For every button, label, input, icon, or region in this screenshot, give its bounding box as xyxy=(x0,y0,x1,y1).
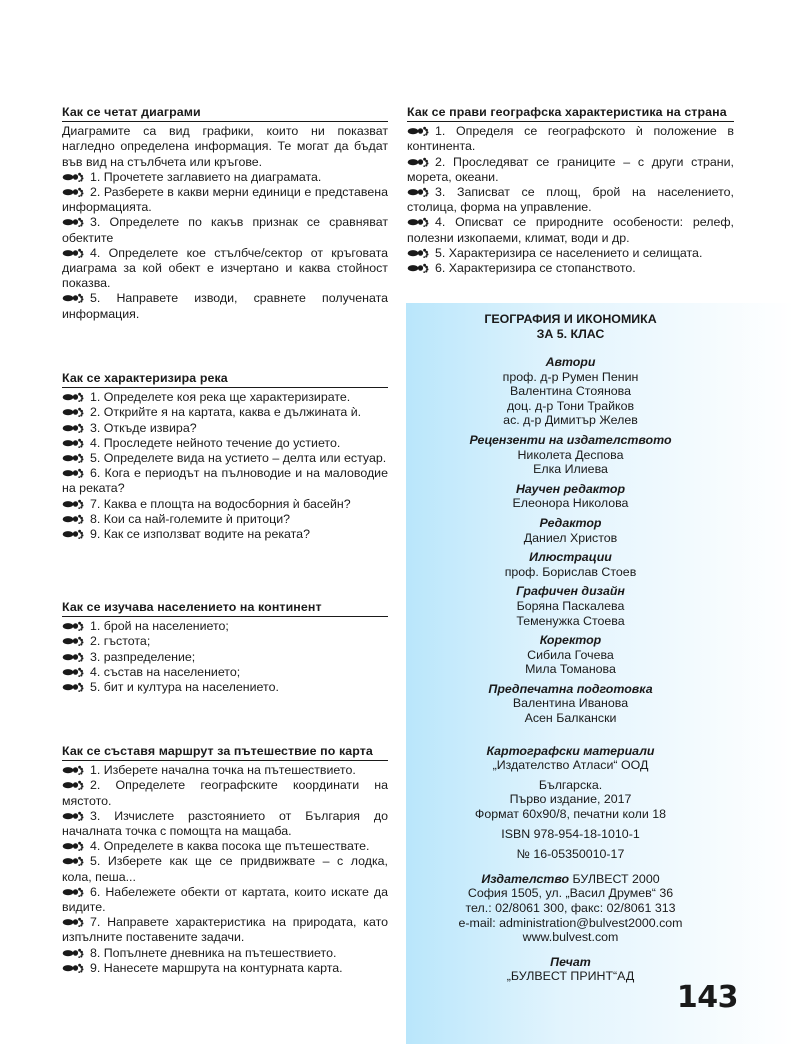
list-item xyxy=(62,421,388,436)
footprint-icon xyxy=(62,171,86,181)
editor-name: Даниел Христов xyxy=(523,530,618,545)
designer-name: Боряна Паскалева xyxy=(516,598,625,613)
maps-provider: „Издателство Атласи“ ООД xyxy=(492,758,649,773)
list-item xyxy=(62,466,388,496)
book-grade: ЗА 5. КЛАС xyxy=(536,327,605,341)
page-number: 143 xyxy=(676,980,738,1015)
list-item xyxy=(62,291,388,321)
designer-name: Теменужка Стоева xyxy=(516,613,625,628)
footprint-icon xyxy=(62,437,86,447)
footprint-icon xyxy=(62,452,86,462)
edition-line: Първо издание, 2017 xyxy=(509,792,632,807)
list-item-text: 6. Набележете обекти от картата, които искате да видите. xyxy=(62,884,388,915)
list-item-text: 5. Характеризира се населението и селищата. xyxy=(435,245,703,260)
publisher-line xyxy=(407,872,734,887)
list-item-text: 3. разпределение; xyxy=(90,649,196,664)
section-title: Как се характеризира река xyxy=(62,371,388,388)
section-title: Как се съставя маршрут за пътешествие по карта xyxy=(62,744,388,761)
list-item xyxy=(62,778,388,808)
author-name: ас. д-р Димитър Желев xyxy=(503,413,638,428)
list-item-text: 7. Направете характеристика на природата, като изпълните поставените задачи. xyxy=(62,915,388,945)
footprint-icon xyxy=(62,681,86,691)
list-item xyxy=(62,215,388,245)
list-item-text: 5. Направете изводи, сравнете получената информация. xyxy=(62,291,388,321)
section-intro: Диаграмите са вид графики, които ни показват нагледно определена информация. Те могат да бъдат във вид на стълбчета или кръгове. xyxy=(62,124,388,169)
footprint-icon xyxy=(62,186,86,196)
list-item xyxy=(62,436,388,451)
footprint-icon xyxy=(62,855,86,865)
design-label: Графичен дизайн xyxy=(516,584,625,599)
list-item xyxy=(407,215,734,245)
list-item-text: 7. Каква е площта на водосборния ѝ басейн? xyxy=(90,496,351,511)
footprint-icon xyxy=(62,247,86,257)
list-item xyxy=(407,124,734,154)
footprint-icon xyxy=(407,216,431,226)
isbn: ISBN 978-954-18-1010-1 xyxy=(501,826,640,841)
footprint-icon xyxy=(62,422,86,432)
list-item xyxy=(62,915,388,945)
list-item-text: 8. Кои са най-големите ѝ притоци? xyxy=(90,511,291,526)
footprint-icon xyxy=(62,886,86,896)
corrector-label: Коректор xyxy=(539,633,602,648)
footprint-icon xyxy=(62,467,86,477)
maps-label: Картографски материали xyxy=(486,743,655,758)
corrector-name: Сибила Гочева xyxy=(527,647,614,662)
list-item-text: 9. Как се използват водите на реката? xyxy=(90,527,310,542)
list-item-text: 1. Определя се географското ѝ положение в континента. xyxy=(407,124,734,154)
publisher-label: Издателство xyxy=(481,871,570,886)
list-item-text: 2. гъстота; xyxy=(90,634,151,649)
list-item-text: 9. Нанесете маршрута на контурната карта. xyxy=(90,960,343,975)
list-item-text: 4. Описват се природните особености: релеф, полезни изкопаеми, климат, води и др. xyxy=(407,215,734,245)
prepress-name: Валентина Иванова xyxy=(512,696,629,711)
footprint-icon xyxy=(62,947,86,957)
printer-name: „БУЛВЕСТ ПРИНТ“АД xyxy=(506,969,635,984)
list-item xyxy=(62,512,388,527)
list-item-text: 3. Откъде извира? xyxy=(90,420,197,435)
footprint-icon xyxy=(62,916,86,926)
list-item xyxy=(62,961,388,976)
footprint-icon xyxy=(62,391,86,401)
footprint-icon xyxy=(62,513,86,523)
footprint-icon xyxy=(62,962,86,972)
list-item xyxy=(62,451,388,466)
list-item-text: 8. Попълнете дневника на пътешествието. xyxy=(90,945,337,960)
print-label: Печат xyxy=(550,954,591,969)
corrector-name: Мила Томанова xyxy=(525,662,616,677)
illustrations-label: Илюстрации xyxy=(529,550,612,565)
list-item-text: 6. Кога е периодът на пълноводие и на маловодие на реката? xyxy=(62,466,388,496)
publisher-name: БУЛВЕСТ 2000 xyxy=(572,871,660,886)
author-name: проф. д-р Румен Пенин xyxy=(502,369,639,384)
list-item xyxy=(62,405,388,420)
author-name: доц. д-р Тони Трайков xyxy=(506,398,635,413)
illustrator-name: проф. Борислав Стоев xyxy=(504,564,637,579)
list-item-text: 3. Определете по какъв признак се сравняват обектите xyxy=(62,215,388,245)
footprint-icon xyxy=(62,651,86,661)
footprint-icon xyxy=(407,247,431,257)
registration-number: № 16-05350010-17 xyxy=(516,847,625,862)
list-item xyxy=(407,185,734,215)
list-item-text: 5. бит и култура на населението. xyxy=(90,680,279,695)
footprint-icon xyxy=(407,156,431,166)
list-item-text: 5. Определете вида на устието – делта или естуар. xyxy=(90,451,387,466)
list-item xyxy=(62,680,388,695)
list-item xyxy=(62,185,388,215)
list-item-text: 3. Изчислете разстоянието от България до началната точка с помощта на мащаба. xyxy=(62,808,388,839)
reviewer-name: Николета Деспова xyxy=(517,447,624,462)
footprint-icon xyxy=(407,125,431,135)
list-item-text: 4. Проследете нейното течение до устието. xyxy=(90,435,341,450)
footprint-icon xyxy=(407,262,431,272)
list-item xyxy=(62,650,388,665)
list-item xyxy=(62,619,388,634)
author-name: Валентина Стоянова xyxy=(509,384,632,399)
list-item xyxy=(62,854,388,884)
list-item-text: 2. Разберете в какви мерни единици е представена информацията. xyxy=(62,185,388,215)
list-item xyxy=(62,809,388,839)
sci-editor-label: Научен редактор xyxy=(515,481,626,496)
section-country xyxy=(407,105,734,276)
edition-line: Формат 60x90/8, печатни коли 18 xyxy=(474,807,667,822)
list-item-text: 5. Изберете как ще се придвижвате – с лодка, кола, пеша... xyxy=(62,854,388,884)
footprint-icon xyxy=(62,292,86,302)
list-item xyxy=(62,634,388,649)
footprint-icon xyxy=(62,635,86,645)
list-item xyxy=(62,527,388,542)
list-item-text: 4. Определете в каква посока ще пътешествате. xyxy=(90,839,370,854)
list-item-text: 2. Определете географските координати на мястото. xyxy=(62,778,388,808)
publisher-website: www.bulvest.com xyxy=(522,930,619,945)
list-item-text: 1. Определете коя река ще характеризирате. xyxy=(90,390,351,405)
prepress-name: Асен Балкански xyxy=(524,711,617,726)
list-item xyxy=(407,261,734,276)
list-item xyxy=(407,246,734,261)
list-item-text: 3. Записват се площ, брой на населението, столица, форма на управление. xyxy=(407,185,734,215)
footprint-icon xyxy=(62,840,86,850)
section-population xyxy=(62,600,388,695)
section-title: Как се изучава населението на континент xyxy=(62,600,388,617)
list-item-text: 1. Изберете начална точка на пътешествието. xyxy=(90,763,356,778)
footprint-icon xyxy=(62,779,86,789)
imprint-credits xyxy=(407,312,734,984)
list-item xyxy=(62,497,388,512)
footprint-icon xyxy=(407,186,431,196)
footprint-icon xyxy=(62,528,86,538)
section-title: Как се прави географска характеристика на страна xyxy=(407,105,734,122)
list-item xyxy=(62,839,388,854)
section-river xyxy=(62,371,388,542)
list-item xyxy=(62,170,388,185)
list-item-text: 1. брой на населението; xyxy=(90,619,229,634)
reviewers-label: Рецензенти на издателството xyxy=(469,432,672,447)
list-item-text: 1. Прочетете заглавието на диаграмата. xyxy=(90,169,322,184)
footprint-icon xyxy=(62,764,86,774)
footprint-icon xyxy=(62,216,86,226)
editor-label: Редактор xyxy=(539,515,602,530)
section-title: Как се четат диаграми xyxy=(62,105,388,122)
publisher-email: e-mail: administration@bulvest2000.com xyxy=(458,915,683,930)
list-item xyxy=(407,155,734,185)
list-item xyxy=(62,885,388,915)
sci-editor-name: Елеонора Николова xyxy=(512,496,629,511)
reviewer-name: Елка Илиева xyxy=(533,462,608,477)
list-item xyxy=(62,246,388,292)
authors-label: Автори xyxy=(545,355,596,369)
list-item xyxy=(62,665,388,680)
prepress-label: Предпечатна подготовка xyxy=(488,681,653,696)
section-route xyxy=(62,744,388,976)
list-item xyxy=(62,763,388,778)
footprint-icon xyxy=(62,620,86,630)
footprint-icon xyxy=(62,498,86,508)
section-read-charts xyxy=(62,105,388,322)
list-item-text: 2. Открийте я на картата, каква е дължината ѝ. xyxy=(90,405,362,420)
list-item-text: 4. Определете кое стълбче/сектор от кръговата диаграма за кой обект е изчертано и каква стойност показва. xyxy=(62,245,388,291)
list-item xyxy=(62,390,388,405)
book-title: ГЕОГРАФИЯ И ИКОНОМИКА xyxy=(484,312,657,326)
list-item-text: 2. Проследяват се границите – с други страни, морета, океани. xyxy=(407,154,734,184)
footprint-icon xyxy=(62,810,86,820)
list-item-text: 4. състав на населението; xyxy=(90,664,241,679)
list-item xyxy=(62,946,388,961)
footprint-icon xyxy=(62,406,86,416)
edition-line: Българска. xyxy=(538,777,603,792)
list-item-text: 6. Характеризира се стопанството. xyxy=(435,261,636,276)
publisher-phones: тел.: 02/8061 300, факс: 02/8061 313 xyxy=(465,901,676,915)
publisher-address: София 1505, ул. „Васил Друмев“ 36 xyxy=(467,886,674,901)
footprint-icon xyxy=(62,666,86,676)
